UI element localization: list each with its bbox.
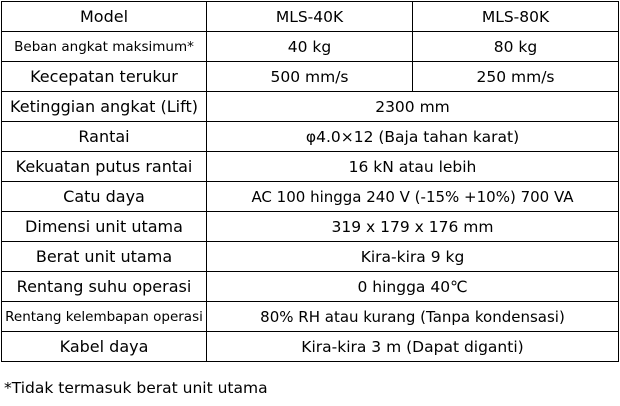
chain-value: φ4.0×12 (Baja tahan karat) bbox=[207, 122, 619, 152]
rated-speed-80k: 250 mm/s bbox=[413, 62, 619, 92]
row-label-lift-height: Ketinggian angkat (Lift) bbox=[2, 92, 207, 122]
table-row bbox=[2, 62, 619, 92]
row-label-chain: Rantai bbox=[2, 122, 207, 152]
max-load-80k: 80 kg bbox=[413, 32, 619, 62]
table-row bbox=[2, 332, 619, 362]
row-label-operating-humidity: Rentang kelembapan operasi bbox=[2, 302, 207, 332]
unit-dimensions-value: 319 x 179 x 176 mm bbox=[207, 212, 619, 242]
rated-speed-40k: 500 mm/s bbox=[207, 62, 413, 92]
spec-table bbox=[1, 1, 619, 362]
table-row bbox=[2, 92, 619, 122]
table-row bbox=[2, 272, 619, 302]
footnote: *Tidak termasuk berat unit utama bbox=[4, 379, 268, 397]
operating-humidity-value: 80% RH atau kurang (Tanpa kondensasi) bbox=[207, 302, 619, 332]
row-label-max-load: Beban angkat maksimum* bbox=[2, 32, 207, 62]
row-label-unit-weight: Berat unit utama bbox=[2, 242, 207, 272]
row-label-unit-dimensions: Dimensi unit utama bbox=[2, 212, 207, 242]
table-row bbox=[2, 302, 619, 332]
table-row bbox=[2, 182, 619, 212]
operating-temperature-value: 0 hingga 40℃ bbox=[207, 272, 619, 302]
lift-height-value: 2300 mm bbox=[207, 92, 619, 122]
power-supply-value: AC 100 hingga 240 V (-15% +10%) 700 VA bbox=[207, 182, 619, 212]
chain-breaking-strength-value: 16 kN atau lebih bbox=[207, 152, 619, 182]
row-label-power-supply: Catu daya bbox=[2, 182, 207, 212]
row-label-chain-breaking-strength: Kekuatan putus rantai bbox=[2, 152, 207, 182]
header-model-80k: MLS-80K bbox=[413, 2, 619, 32]
row-label-rated-speed: Kecepatan terukur bbox=[2, 62, 207, 92]
table-header-row bbox=[2, 2, 619, 32]
row-label-power-cable: Kabel daya bbox=[2, 332, 207, 362]
header-model-40k: MLS-40K bbox=[207, 2, 413, 32]
header-model-label: Model bbox=[2, 2, 207, 32]
table-row bbox=[2, 122, 619, 152]
max-load-40k: 40 kg bbox=[207, 32, 413, 62]
table-row bbox=[2, 212, 619, 242]
unit-weight-value: Kira-kira 9 kg bbox=[207, 242, 619, 272]
table-row bbox=[2, 32, 619, 62]
row-label-operating-temperature: Rentang suhu operasi bbox=[2, 272, 207, 302]
table-row bbox=[2, 242, 619, 272]
table-row bbox=[2, 152, 619, 182]
power-cable-value: Kira-kira 3 m (Dapat diganti) bbox=[207, 332, 619, 362]
